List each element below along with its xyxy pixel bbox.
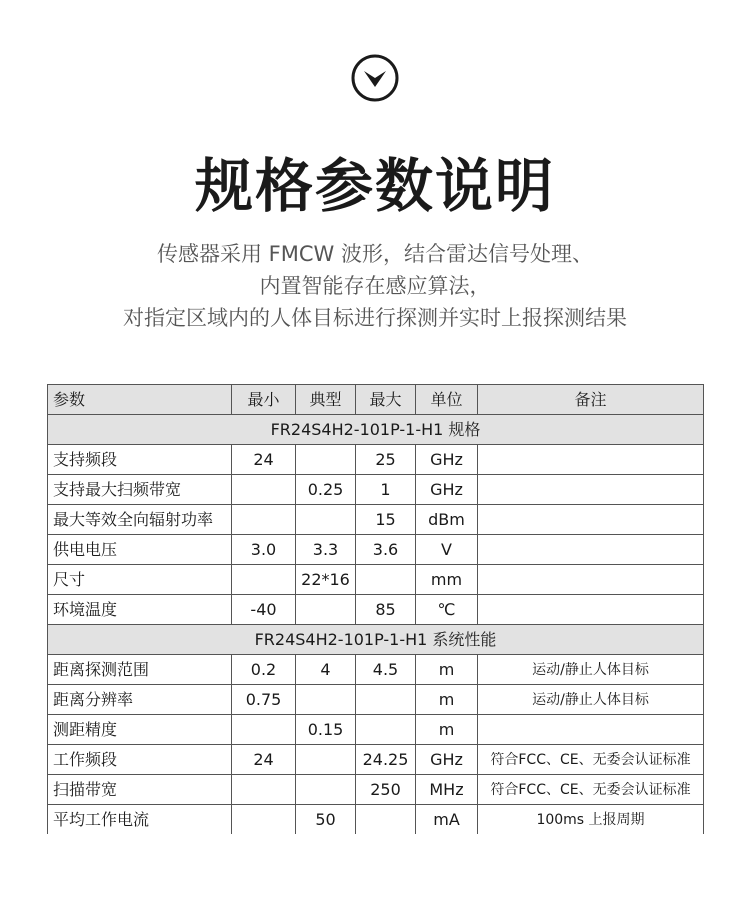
table-header-row [48, 385, 704, 415]
cell-typ [296, 445, 356, 475]
cell-min: 24 [232, 745, 296, 775]
cell-unit: V [416, 535, 478, 565]
header-max: 最大 [356, 385, 416, 415]
cell-unit: m [416, 715, 478, 745]
cell-typ [296, 685, 356, 715]
table-section-row [48, 625, 704, 655]
cell-typ: 4 [296, 655, 356, 685]
cell-unit: GHz [416, 745, 478, 775]
cell-min: 24 [232, 445, 296, 475]
cell-max: 1 [356, 475, 416, 505]
section-title: FR24S4H2-101P-1-H1 规格 [48, 415, 704, 445]
cell-note: 运动/静止人体目标 [478, 685, 704, 715]
cell-max: 25 [356, 445, 416, 475]
cell-note: 符合FCC、CE、无委会认证标准 [478, 775, 704, 805]
cell-note [478, 715, 704, 745]
header-note: 备注 [478, 385, 704, 415]
table-row [48, 565, 704, 595]
cell-unit: GHz [416, 475, 478, 505]
table-row [48, 745, 704, 775]
cell-unit: m [416, 655, 478, 685]
cell-max: 85 [356, 595, 416, 625]
cell-max: 250 [356, 775, 416, 805]
cell-typ [296, 745, 356, 775]
table-row [48, 505, 704, 535]
cell-min: 3.0 [232, 535, 296, 565]
description-line: 内置智能存在感应算法， [259, 274, 491, 298]
cell-unit: m [416, 685, 478, 715]
table-row [48, 535, 704, 565]
cell-param: 环境温度 [48, 595, 232, 625]
cell-param: 距离分辨率 [48, 685, 232, 715]
cell-max: 15 [356, 505, 416, 535]
cell-max: 24.25 [356, 745, 416, 775]
spec-table [47, 384, 704, 834]
cell-note: 100ms 上报周期 [478, 805, 704, 835]
cell-unit: MHz [416, 775, 478, 805]
cell-min: -40 [232, 595, 296, 625]
section-title: FR24S4H2-101P-1-H1 系统性能 [48, 625, 704, 655]
cell-typ: 3.3 [296, 535, 356, 565]
cell-min [232, 805, 296, 835]
cell-unit: GHz [416, 445, 478, 475]
cell-typ [296, 595, 356, 625]
description-line: 传感器采用 FMCW 波形，结合雷达信号处理、 [157, 242, 593, 266]
cell-note [478, 535, 704, 565]
cell-typ: 0.25 [296, 475, 356, 505]
cell-note [478, 595, 704, 625]
cell-max: 4.5 [356, 655, 416, 685]
cell-param: 支持频段 [48, 445, 232, 475]
page-title: 规格参数说明 [194, 152, 555, 220]
header-unit: 单位 [416, 385, 478, 415]
cell-min [232, 565, 296, 595]
cell-typ [296, 505, 356, 535]
cell-note [478, 565, 704, 595]
cell-max: 3.6 [356, 535, 416, 565]
description-line: 对指定区域内的人体目标进行探测并实时上报探测结果 [123, 306, 627, 330]
cell-note: 符合FCC、CE、无委会认证标准 [478, 745, 704, 775]
table-row [48, 595, 704, 625]
cell-note: 运动/静止人体目标 [478, 655, 704, 685]
cell-min [232, 505, 296, 535]
cell-note [478, 475, 704, 505]
table-row [48, 445, 704, 475]
table-row [48, 655, 704, 685]
cell-note [478, 505, 704, 535]
cell-max [356, 715, 416, 745]
table-row [48, 775, 704, 805]
table-row [48, 475, 704, 505]
cell-min [232, 775, 296, 805]
header-param: 参数 [48, 385, 232, 415]
cell-param: 尺寸 [48, 565, 232, 595]
description [0, 238, 750, 334]
cell-param: 最大等效全向辐射功率 [48, 505, 232, 535]
cell-typ [296, 775, 356, 805]
cell-unit: mA [416, 805, 478, 835]
cell-param: 工作频段 [48, 745, 232, 775]
cell-min: 0.75 [232, 685, 296, 715]
table-row [48, 685, 704, 715]
header-min: 最小 [232, 385, 296, 415]
header-typ: 典型 [296, 385, 356, 415]
cell-unit: mm [416, 565, 478, 595]
cell-typ: 50 [296, 805, 356, 835]
table-row [48, 805, 704, 835]
cell-param: 测距精度 [48, 715, 232, 745]
cell-typ: 0.15 [296, 715, 356, 745]
cell-max [356, 805, 416, 835]
chevron-down-circle-icon [351, 54, 399, 102]
cell-param: 支持最大扫频带宽 [48, 475, 232, 505]
cell-min [232, 475, 296, 505]
cell-max [356, 565, 416, 595]
cell-param: 扫描带宽 [48, 775, 232, 805]
cell-param: 平均工作电流 [48, 805, 232, 835]
cell-unit: dBm [416, 505, 478, 535]
cell-param: 供电电压 [48, 535, 232, 565]
cell-unit: ℃ [416, 595, 478, 625]
cell-note [478, 445, 704, 475]
table-section-row [48, 415, 704, 445]
cell-typ: 22*16 [296, 565, 356, 595]
cell-min [232, 715, 296, 745]
cell-min: 0.2 [232, 655, 296, 685]
cell-param: 距离探测范围 [48, 655, 232, 685]
cell-max [356, 685, 416, 715]
table-row [48, 715, 704, 745]
